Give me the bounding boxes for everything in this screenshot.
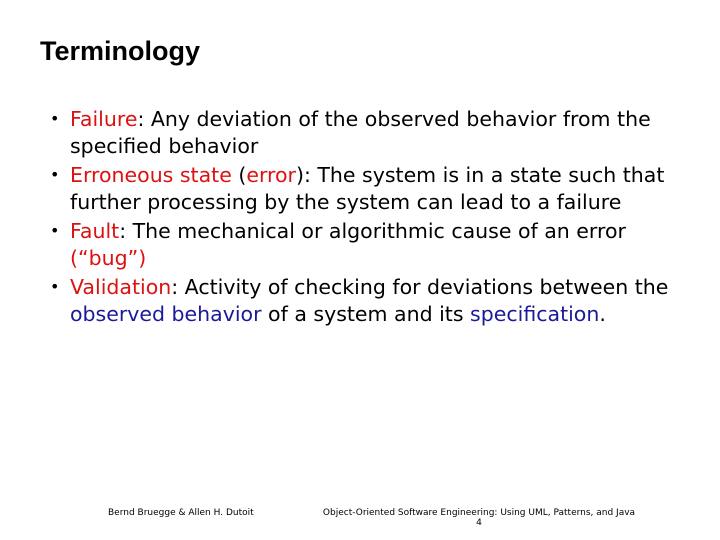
term-bug: (“bug”): [70, 245, 147, 270]
footer-book: [318, 508, 640, 528]
term-erroneous-state: Erroneous state: [70, 163, 232, 187]
term-error: error: [246, 163, 296, 187]
footer-authors: Bernd Bruegge & Allen H. Dutoit: [108, 508, 254, 518]
definition-erroneous-state: ): The system is in a state such that further processing by the system can lead to a failure: [70, 163, 665, 214]
bullet-item-erroneous-state: [50, 162, 690, 215]
bullet-dot: •: [50, 277, 60, 296]
bullet-dot: •: [50, 165, 60, 184]
definition-validation-end: .: [599, 301, 606, 326]
term-failure: Failure: [70, 107, 138, 131]
footer-book-title: Object-Oriented Software Engineering: Using UML, Patterns, and Java: [322, 508, 636, 518]
definition-validation: : Activity of checking for deviations between the: [171, 275, 669, 299]
highlight-observed-behavior: observed behavior: [70, 301, 262, 326]
bullet-item-fault: [50, 218, 690, 271]
definition-validation-mid: of a system and its: [261, 301, 471, 326]
bullet-item-failure: [50, 106, 690, 159]
paren-open: (: [231, 163, 247, 187]
highlight-specification: specification: [470, 301, 600, 326]
definition-fault: : The mechanical or algorithmic cause of an error: [119, 219, 626, 243]
page-number: 4: [476, 518, 482, 528]
slide-title: Terminology: [40, 36, 201, 66]
bullet-list: [50, 106, 690, 330]
definition-failure: : Any deviation of the observed behavior from the specified behavior: [70, 107, 651, 158]
term-validation: Validation: [70, 275, 172, 299]
bullet-dot: •: [50, 109, 60, 128]
term-fault: Fault: [70, 219, 120, 243]
bullet-dot: •: [50, 221, 60, 240]
bullet-item-validation: [50, 274, 690, 327]
